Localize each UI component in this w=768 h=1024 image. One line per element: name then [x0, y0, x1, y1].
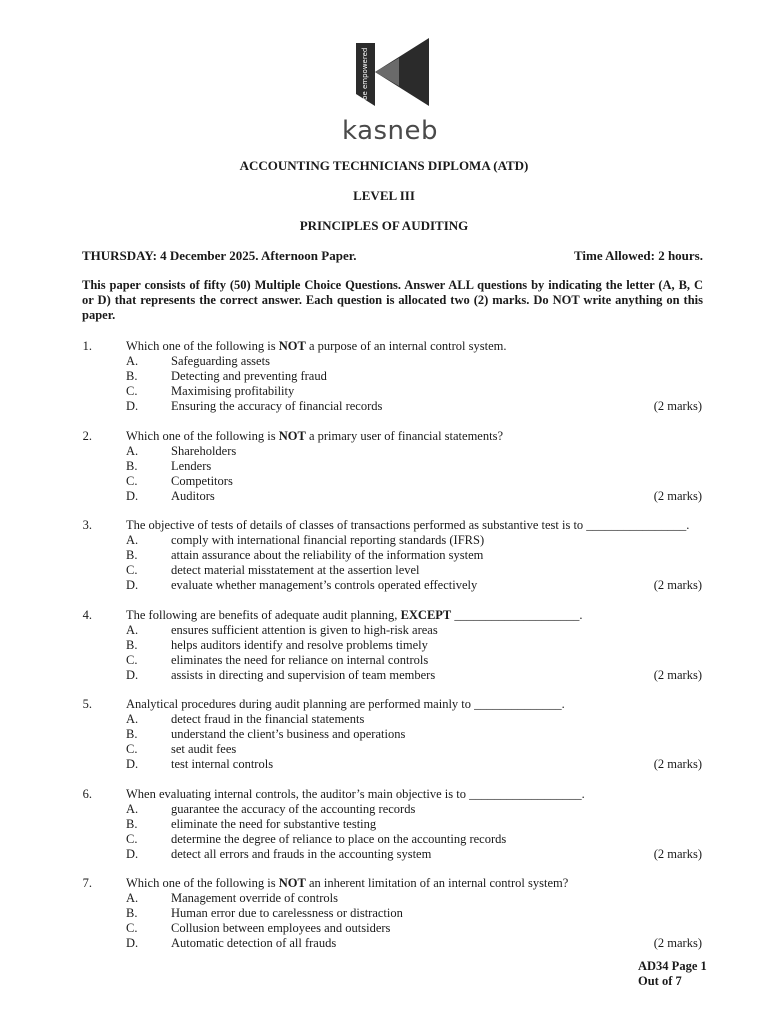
- question-number: 5.: [82, 697, 92, 711]
- option-letter: C.: [126, 474, 138, 488]
- answer-option: [126, 936, 336, 951]
- logo-wordmark: kasneb: [341, 116, 439, 146]
- option-letter: D.: [126, 757, 139, 771]
- option-text: understand the client’s business and operations: [171, 727, 406, 741]
- question-stem-text-end: ____________________.: [451, 608, 583, 622]
- option-text: detect fraud in the financial statements: [171, 712, 365, 726]
- option-letter: D.: [126, 489, 139, 503]
- question-stem: [126, 697, 706, 712]
- option-text: eliminates the need for reliance on internal controls: [171, 653, 429, 667]
- option-text: guarantee the accuracy of the accounting records: [171, 802, 416, 816]
- question-marks: (2 marks): [653, 489, 702, 503]
- exam-date: THURSDAY: 4 December 2025. Afternoon Paper.: [82, 248, 357, 263]
- answer-option: [126, 638, 428, 653]
- question-number: 4.: [82, 608, 92, 622]
- answer-option: [126, 832, 506, 847]
- option-text: Human error due to carelessness or distraction: [171, 906, 403, 920]
- option-letter: A.: [126, 623, 139, 637]
- option-text: determine the degree of reliance to place on the accounting records: [171, 832, 507, 846]
- answer-option: [126, 712, 364, 727]
- answer-option: [126, 474, 233, 489]
- page-footer: [638, 959, 707, 989]
- kasneb-logo: [340, 38, 440, 150]
- question-stem-text-end: a purpose of an internal control system.: [305, 339, 507, 353]
- answer-option: [126, 891, 338, 906]
- time-allowed: Time Allowed: 2 hours.: [573, 248, 703, 263]
- option-letter: B.: [126, 638, 138, 652]
- answer-option: [126, 563, 420, 578]
- instructions: This paper consists of fifty (50) Multiple Choice Questions. Answer ALL questions by indicating the letter (A, B, C or D) that represents the correct answer. Each question is allocated two (2) marks. Do NOT write anything on this paper.: [82, 278, 703, 322]
- question-stem-text: The following are benefits of adequate audit planning,: [126, 608, 401, 622]
- option-letter: A.: [126, 712, 139, 726]
- question-marks: (2 marks): [653, 399, 702, 413]
- option-letter: C.: [126, 563, 138, 577]
- question-stem-text: Analytical procedures during audit planning are performed mainly to ______________.: [126, 697, 565, 711]
- option-text: Detecting and preventing fraud: [171, 369, 327, 383]
- question-stem: [126, 608, 706, 623]
- answer-option: [126, 653, 428, 668]
- question-marks: (2 marks): [653, 847, 702, 861]
- question-stem: [126, 429, 706, 444]
- level-title: LEVEL III: [353, 188, 415, 203]
- option-text: attain assurance about the reliability of the information system: [171, 548, 484, 562]
- question-stem-text: The objective of tests of details of classes of transactions performed as substantive test is to ________________.: [126, 518, 690, 532]
- answer-option: [126, 802, 415, 817]
- kasneb-logo-mark-icon: [340, 38, 440, 118]
- question-stem-emphasis: EXCEPT: [400, 608, 452, 622]
- question-number: 6.: [82, 787, 92, 801]
- question-stem: [126, 787, 706, 802]
- option-letter: D.: [126, 936, 139, 950]
- answer-option: [126, 489, 215, 504]
- option-text: set audit fees: [171, 742, 237, 756]
- option-letter: B.: [126, 817, 138, 831]
- option-text: Collusion between employees and outsiders: [171, 921, 391, 935]
- page-label: AD34 Page 1: [638, 959, 707, 973]
- option-text: Shareholders: [171, 444, 237, 458]
- question-stem-text: Which one of the following is: [126, 876, 279, 890]
- answer-option: [126, 757, 273, 772]
- question-stem-emphasis: NOT: [278, 876, 306, 890]
- option-text: ensures sufficient attention is given to high-risk areas: [171, 623, 438, 637]
- question-marks: (2 marks): [653, 578, 702, 592]
- question-marks: (2 marks): [653, 757, 702, 771]
- option-text: Ensuring the accuracy of financial records: [171, 399, 383, 413]
- answer-option: [126, 548, 483, 563]
- answer-option: [126, 369, 327, 384]
- question-stem: [126, 339, 706, 354]
- programme-title: ACCOUNTING TECHNICIANS DIPLOMA (ATD): [239, 158, 529, 173]
- option-letter: C.: [126, 921, 138, 935]
- answer-option: [126, 533, 484, 548]
- question-marks: (2 marks): [653, 936, 702, 950]
- option-letter: C.: [126, 742, 138, 756]
- option-letter: C.: [126, 653, 138, 667]
- option-text: detect material misstatement at the assertion level: [171, 563, 420, 577]
- question-stem: [126, 876, 706, 891]
- question-marks: (2 marks): [653, 668, 702, 682]
- answer-option: [126, 623, 438, 638]
- option-letter: D.: [126, 578, 139, 592]
- option-text: test internal controls: [171, 757, 274, 771]
- option-text: Lenders: [171, 459, 212, 473]
- option-text: Automatic detection of all frauds: [171, 936, 337, 950]
- answer-option: [126, 742, 236, 757]
- question-number: 3.: [82, 518, 92, 532]
- option-letter: D.: [126, 847, 139, 861]
- total-pages: Out of 7: [638, 974, 682, 988]
- option-letter: A.: [126, 533, 139, 547]
- answer-option: [126, 906, 403, 921]
- question-number: 7.: [82, 876, 92, 890]
- answer-option: [126, 354, 270, 369]
- question-stem-emphasis: NOT: [278, 339, 306, 353]
- option-letter: B.: [126, 459, 138, 473]
- option-letter: A.: [126, 802, 139, 816]
- question-stem-text-end: an inherent limitation of an internal control system?: [305, 876, 569, 890]
- question-number: 1.: [82, 339, 92, 353]
- option-letter: C.: [126, 384, 138, 398]
- option-text: assists in directing and supervision of team members: [171, 668, 436, 682]
- option-letter: D.: [126, 668, 139, 682]
- option-text: evaluate whether management’s controls operated effectively: [171, 578, 478, 592]
- option-letter: A.: [126, 354, 139, 368]
- logo-tagline: be empowered: [361, 47, 369, 100]
- option-letter: B.: [126, 548, 138, 562]
- option-letter: A.: [126, 891, 139, 905]
- answer-option: [126, 668, 435, 683]
- paper-title: PRINCIPLES OF AUDITING: [299, 218, 469, 233]
- option-text: Management override of controls: [171, 891, 338, 905]
- question-stem-text-end: a primary user of financial statements?: [305, 429, 503, 443]
- option-letter: B.: [126, 906, 138, 920]
- exam-meta-row: [82, 249, 703, 262]
- option-text: detect all errors and frauds in the accounting system: [171, 847, 432, 861]
- question-stem-text: When evaluating internal controls, the auditor’s main objective is to __________________.: [126, 787, 585, 801]
- option-letter: D.: [126, 399, 139, 413]
- option-text: eliminate the need for substantive testing: [171, 817, 377, 831]
- answer-option: [126, 399, 382, 414]
- option-text: helps auditors identify and resolve problems timely: [171, 638, 428, 652]
- option-text: Maximising profitability: [171, 384, 295, 398]
- option-text: Auditors: [171, 489, 215, 503]
- answer-option: [126, 578, 477, 593]
- answer-option: [126, 847, 431, 862]
- question-stem-text: Which one of the following is: [126, 429, 279, 443]
- option-text: comply with international financial reporting standards (IFRS): [171, 533, 485, 547]
- option-letter: C.: [126, 832, 138, 846]
- answer-option: [126, 817, 376, 832]
- option-letter: B.: [126, 369, 138, 383]
- option-text: Safeguarding assets: [171, 354, 270, 368]
- question-number: 2.: [82, 429, 92, 443]
- answer-option: [126, 444, 236, 459]
- answer-option: [126, 384, 294, 399]
- option-text: Competitors: [171, 474, 233, 488]
- question-stem-text: Which one of the following is: [126, 339, 279, 353]
- answer-option: [126, 727, 405, 742]
- question-stem-emphasis: NOT: [278, 429, 306, 443]
- answer-option: [126, 921, 390, 936]
- option-letter: B.: [126, 727, 138, 741]
- option-letter: A.: [126, 444, 139, 458]
- question-stem: [126, 518, 706, 533]
- answer-option: [126, 459, 211, 474]
